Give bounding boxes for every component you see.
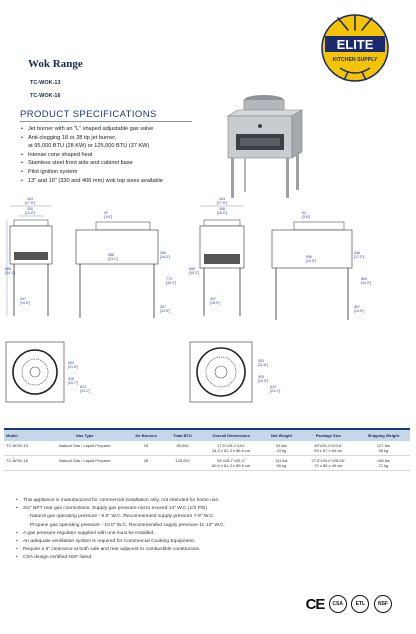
svg-text:[20.7"]: [20.7"]: [68, 381, 79, 385]
svg-text:436: 436: [354, 251, 360, 255]
svg-text:92: 92: [104, 211, 108, 215]
svg-text:367: 367: [354, 305, 360, 309]
installation-notes: [14, 497, 314, 563]
svg-text:[17.5"]: [17.5"]: [24, 201, 36, 205]
svg-text:525: 525: [68, 377, 74, 381]
svg-text:[35.2"]: [35.2"]: [189, 271, 200, 275]
logo-tagline: KITCHEN SUPPLY: [332, 57, 378, 63]
note-item-continuation: Natural gas operating pressure - 5.0" W.C. Recommended supply pressure 7-9" W.C.: [30, 514, 215, 520]
cell-model: TC-WOK-16: [6, 458, 28, 463]
table-row: [4, 456, 410, 471]
feature-item: • Pilot ignition system: [20, 168, 230, 177]
weight-lbs: 111 lbs: [275, 458, 288, 463]
svg-text:[19.9"]: [19.9"]: [258, 379, 269, 383]
cell-package-size: [300, 441, 357, 456]
feature-list: [20, 125, 230, 185]
col-header-gas-type: Gas Type: [75, 433, 94, 438]
cell-net-weight: [263, 456, 300, 471]
svg-text:[16.0"]: [16.0"]: [216, 211, 228, 215]
svg-text:[34.1"]: [34.1"]: [5, 271, 16, 275]
svg-text:613: 613: [80, 385, 86, 389]
cell-gas-type: Natural Gas / Liquid Propane: [58, 458, 111, 463]
svg-text:92: 92: [302, 211, 306, 215]
svg-text:865: 865: [5, 267, 11, 271]
note-item: • 3/4" NPT rear gas connections. Supply gas pressure not to exceed 14" W.C.(1/2 PSI): [14, 505, 314, 513]
svg-text:[14.5"]: [14.5"]: [160, 309, 171, 313]
col-header-package-size: Package Size: [315, 433, 342, 438]
weight-kg: 50 kg: [276, 463, 287, 468]
cell-model: TC-WOK-13: [6, 443, 28, 448]
product-specifications-heading: PRODUCT SPECIFICATIONS: [20, 109, 157, 120]
feature-item: • Intense cone shaped heat: [20, 151, 230, 160]
cell-net-weight: [263, 441, 300, 456]
svg-text:553: 553: [258, 359, 264, 363]
page-title: Wok Range: [28, 58, 83, 70]
svg-text:[23.1"]: [23.1"]: [108, 257, 119, 261]
csa-mark-icon: CSA: [329, 595, 347, 613]
svg-text:863: 863: [361, 277, 367, 281]
feature-item: • 13" and 16" (330 and 406 mm) wok top sizes available: [20, 177, 230, 186]
feature-item: • Stainless steel front side and cabinet base: [20, 159, 230, 168]
col-header-overall-dimensions: Overall Dimensions: [212, 433, 250, 438]
heading-divider: [20, 121, 192, 122]
specification-table: [4, 428, 410, 471]
ship-lbs: 158 lbs: [376, 458, 390, 463]
svg-text:[3.6"]: [3.6"]: [104, 215, 113, 219]
nsf-mark-icon: NSF: [374, 595, 392, 613]
svg-text:[24.1"]: [24.1"]: [80, 389, 91, 393]
dim-inches: 17.5"x34.1"x34": [216, 443, 246, 448]
svg-text:443: 443: [219, 197, 225, 201]
col-header-net-weight: Net Weight: [270, 433, 292, 438]
elite-kitchen-supply-logo: [320, 8, 390, 92]
logo-wordmark: ELITE: [336, 37, 374, 52]
cell-overall-dimensions: [199, 441, 262, 456]
model-number-16: TC-WOK-16: [30, 93, 61, 99]
wok-range-product-image: [222, 86, 306, 202]
svg-text:[16.0"]: [16.0"]: [160, 255, 171, 259]
note-item: • A gas pressure regulator supplied with unit must be installed.: [14, 530, 314, 538]
drawing-16-side-view: [262, 210, 374, 336]
cell-jet-burners: 28: [143, 458, 149, 463]
feature-item-continuation: at 95,000 BTU (28 KW) or 125,000 BTU (37 KW): [28, 143, 150, 150]
svg-text:[18.0"]: [18.0"]: [210, 301, 221, 305]
svg-text:506: 506: [306, 255, 312, 259]
note-item: • This appliance is manufactured for commercial installation only, not intended for home use.: [14, 497, 314, 505]
svg-text:[19.9"]: [19.9"]: [306, 259, 317, 263]
col-header-shipping-weight: Shipping Weight: [367, 433, 400, 438]
svg-text:773: 773: [166, 277, 172, 281]
ship-lbs: 127 lbs: [376, 443, 390, 448]
svg-text:457: 457: [210, 297, 216, 301]
note-item: • An adequate ventilation system is required for Commercial Cooking Equipment.: [14, 538, 314, 546]
note-item-continuation: Propane gas operating pressure - 10.0" W.C. Recommended supply pressure 11-12" W.C.: [30, 522, 226, 528]
svg-text:[24.1"]: [24.1"]: [270, 389, 281, 393]
cell-shipping-weight: [357, 456, 410, 471]
pkg-cm: 99 x 67 x 60 cm: [314, 448, 343, 453]
ship-kg: 58 kg: [378, 448, 389, 453]
cell-jet-burners: 18: [143, 443, 149, 448]
pkg-cm: 70 x 85 x 49 cm: [314, 463, 343, 468]
ship-kg: 72 kg: [378, 463, 389, 468]
col-header-total-btu: Total BTU: [173, 433, 192, 438]
svg-text:586: 586: [108, 253, 114, 257]
drawing-13-plan-view: [4, 336, 94, 418]
cell-total-btu: 125,000: [175, 458, 190, 463]
svg-text:554: 554: [68, 361, 74, 365]
svg-text:[13.0"]: [13.0"]: [24, 211, 36, 215]
svg-text:895: 895: [189, 267, 195, 271]
svg-text:[17.2"]: [17.2"]: [354, 255, 365, 259]
weight-kg: 43 kg: [276, 448, 287, 453]
svg-text:[17.5"]: [17.5"]: [216, 201, 228, 205]
drawing-16-front-view: [188, 196, 260, 336]
weight-lbs: 93 lbs: [276, 443, 287, 448]
svg-text:[21.8"]: [21.8"]: [68, 365, 79, 369]
svg-text:406: 406: [219, 207, 225, 211]
svg-text:[19.6"]: [19.6"]: [20, 301, 31, 305]
drawing-13-side-view: [66, 210, 180, 336]
certification-marks: [306, 593, 392, 615]
svg-text:[3.6"]: [3.6"]: [302, 215, 311, 219]
dim-cm: 44.3 x 61.3 x 86.5 cm: [212, 448, 251, 453]
table-row: [4, 441, 410, 456]
feature-item: • Jet burner with an "L" shaped adjustable gas valve: [20, 125, 230, 134]
cell-total-btu: 95,000: [176, 443, 189, 448]
feature-item: • Anti-clogging 18 or 28 tip jet burner,: [20, 134, 230, 143]
drawing-13-front-view: [4, 196, 62, 336]
svg-text:[21.8"]: [21.8"]: [258, 363, 269, 367]
svg-text:497: 497: [20, 297, 26, 301]
pkg-inches: 39"x26.4"x23.6": [314, 443, 343, 448]
etl-mark-icon: ETL: [351, 595, 369, 613]
svg-text:443: 443: [27, 197, 33, 201]
cell-package-size: [300, 456, 357, 471]
svg-text:330: 330: [27, 207, 33, 211]
svg-text:367: 367: [160, 305, 166, 309]
table-header-row: [4, 430, 410, 441]
cell-shipping-weight: [357, 441, 410, 456]
ce-mark-icon: CE: [305, 595, 325, 613]
svg-text:[30.4"]: [30.4"]: [166, 281, 177, 285]
col-header-jet-burners: Jet Burners: [134, 433, 158, 438]
cell-overall-dimensions: [199, 456, 262, 471]
svg-text:613: 613: [270, 385, 276, 389]
svg-text:505: 505: [258, 375, 264, 379]
pkg-inches: 27.5"x33.5"x28.25": [311, 458, 346, 463]
svg-text:[34.0"]: [34.0"]: [361, 281, 372, 285]
note-item: • CSA design certified NSF listed.: [14, 554, 314, 562]
model-number-13: TC-WOK-13: [30, 80, 61, 86]
svg-text:[14.5"]: [14.5"]: [354, 309, 365, 313]
svg-text:406: 406: [160, 251, 166, 255]
dim-cm: 60.9 x 61.3 x 89.5 cm: [212, 463, 251, 468]
note-item: • Require a 6" clearance at both side and rear adjacent to combustible construction.: [14, 546, 314, 554]
drawing-16-plan-view: [186, 336, 286, 418]
cell-gas-type: Natural Gas / Liquid Propane: [58, 443, 111, 448]
dim-inches: 24"x28.7"x35.2": [216, 458, 246, 463]
col-header-model: Model: [6, 433, 18, 438]
